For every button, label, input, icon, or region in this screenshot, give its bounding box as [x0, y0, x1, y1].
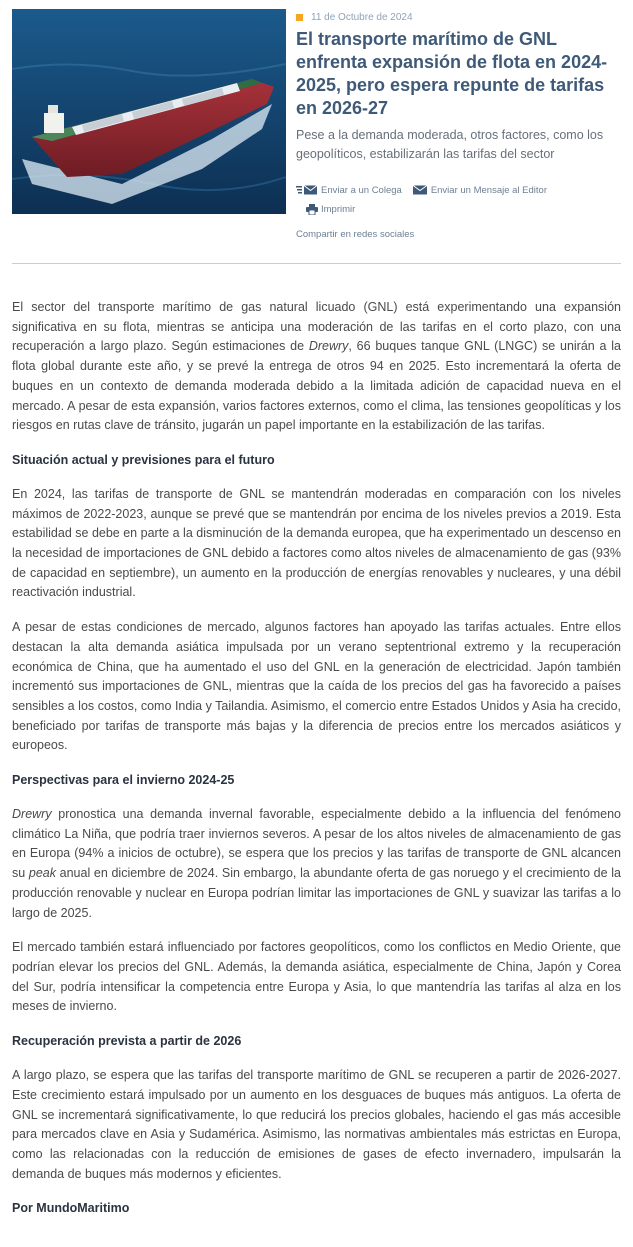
email-list-icon: [296, 185, 318, 195]
print-row: [306, 201, 618, 217]
article-body: [12, 298, 621, 1234]
text-run: anual en diciembre de 2024. Sin embargo, la abundante oferta de gas noruego y el crecimiento de la producción renovable y nuclear en Europa podrían limitar las importaciones de GNL y suavizar las tarifas a lo largo de 2025.: [12, 866, 621, 920]
section-heading: Recuperación prevista a partir de 2026: [12, 1034, 242, 1049]
article-subtitle: Pese a la demanda moderada, otros factores, como los geopolíticos, estabilizarán las tarifas del sector: [296, 128, 604, 161]
article-title: El transporte marítimo de GNL enfrenta expansión de flota en 2024-2025, pero espera repunte de tarifas en 2026-27: [296, 29, 608, 118]
email-icon: [412, 185, 428, 195]
paragraph: A largo plazo, se espera que las tarifas del transporte marítimo de GNL se recuperen a partir de 2026-2027. Este crecimiento estará impulsado por un aumento en los desguaces de buques más antiguos. La oferta de GNL se incrementará significativamente, lo que reducirá los precios globales, haciendo el gas más accesible para mercados clave en Asia y Sudamérica. Asimismo, las normativas ambientales más estrictas en Europa, como las relacionadas con la reducción de emisiones de gases de efecto invernadero, impulsarán la demanda de buques más modernos y eficientes.: [12, 1068, 621, 1181]
section-heading: Situación actual y previsiones para el futuro: [12, 452, 275, 467]
text-emphasis: Drewry: [12, 807, 52, 822]
date-row: [296, 10, 618, 24]
paragraph: [12, 298, 621, 436]
publish-date: 11 de Octubre de 2024: [311, 11, 413, 23]
send-actions: [296, 182, 618, 198]
send-to-editor-link[interactable]: [412, 185, 547, 196]
send-to-colleague-link[interactable]: [296, 185, 402, 196]
hero-image: [12, 9, 286, 214]
article-header: [0, 0, 633, 262]
text-run: , 66 buques tanque GNL (LNGC) se unirán a la flota global durante este año, y se prevé la entrega de otros 94 en 2025. Esto incrementará la oferta de buques en un contexto de demanda moderada debido a la limitada adición de capacidad nueva en el mercado. A pesar de esta expansión, varios factores externos, como el clima, las tensiones geopolíticas y los riesgos en rutas clave de tránsito, jugarán un papel importante en la estabilización de las tarifas.: [12, 339, 621, 433]
send-to-editor-label: Enviar un Mensaje al Editor: [430, 184, 547, 196]
article-actions: [296, 182, 618, 217]
printer-icon: [306, 204, 318, 215]
byline: Por MundoMaritimo: [12, 1201, 130, 1216]
print-label: Imprimir: [321, 203, 356, 215]
paragraph: A pesar de estas condiciones de mercado, algunos factores han apoyado las tarifas actuales. Entre ellos destacan la alta demanda asiática impulsada por un verano septentrional extremo y la recuperación económica de China, que ha aumentado el uso del GNL en la generación de electricidad. Japón también incrementó sus importaciones de GNL, mientras que la caída de los precios del gas ha favorecido a países sensibles a los costos, como India y Tailandia. Asimismo, el comercio entre Estados Unidos y Asia ha crecido, beneficiado por tarifas de transporte más bajas y la diferencia de precios entre los mercados asiáticos y europeos.: [12, 620, 621, 753]
text-run: El sector del transporte marítimo de gas natural licuado (GNL) está experimentando una expansión significativa en su flota, mientras se anticipa una moderación de las tarifas en el corto plazo, con una recuperación a largo plazo. Según estimaciones de: [12, 300, 621, 354]
paragraph: [12, 805, 621, 923]
text-emphasis: Drewry: [308, 339, 349, 354]
article-meta: [296, 10, 618, 240]
header-divider: [12, 263, 621, 264]
text-emphasis: peak: [28, 866, 56, 881]
section-heading: Perspectivas para el invierno 2024-25: [12, 773, 235, 788]
share-social-link[interactable]: Compartir en redes sociales: [296, 229, 415, 240]
paragraph: El mercado también estará influenciado por factores geopolíticos, como los conflictos en Medio Oriente, que podrían elevar los precios del GNL. Además, la demanda asiática, especialmente de China, Japón y Corea del Sur, podría intensificar la competencia entre Europa y Asia, lo que mantendría las tarifas al alza en los meses de invierno.: [12, 940, 621, 1014]
print-link[interactable]: [306, 204, 355, 215]
send-to-colleague-label: Enviar a un Colega: [321, 184, 402, 196]
text-run: pronostica una demanda invernal favorable, especialmente debido a la influencia del fenómeno climático La Niña, que podría traer inviernos severos. A pesar de los altos niveles de almacenamiento de gas en Europa (94% a inicios de octubre), se espera que los precios y las tarifas de transporte de GNL alcancen su: [12, 807, 621, 881]
paragraph: En 2024, las tarifas de transporte de GNL se mantendrán moderadas en comparación con los niveles máximos de 2022-2023, aunque se prevé que se mantendrán por encima de los niveles previos a 2019. Esta estabilidad se debe en parte a la disminución de la demanda europea, que ha experimentado un descenso en la necesidad de importaciones de GNL debido a factores como altos niveles de almacenamiento de gas (93% de capacidad en septiembre), un aumento en la producción de energías renovables y nucleares, y una débil reactivación industrial.: [12, 486, 621, 600]
date-marker: [296, 14, 303, 21]
